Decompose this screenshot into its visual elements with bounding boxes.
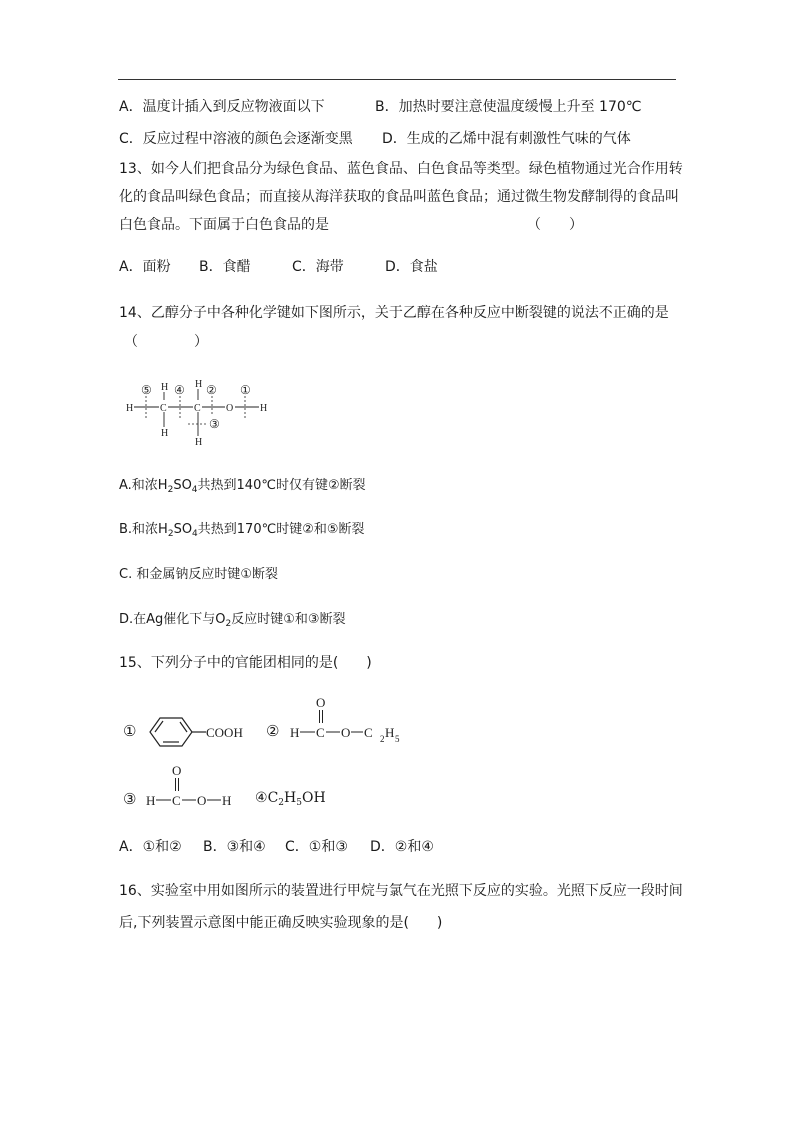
svg-text:H: H	[222, 793, 232, 808]
atom-c1: C	[160, 403, 167, 414]
q14-stem: 14、乙醇分子中各种化学键如下图所示，关于乙醇在各种反应中断裂键的说法不正确的是	[119, 305, 669, 321]
ethyl-formate-structure	[288, 694, 404, 750]
svg-text:O: O	[172, 763, 182, 778]
svg-text:C: C	[172, 793, 181, 808]
q13-stem-line3: 白色食品。下面属于白色食品的是	[119, 217, 329, 233]
q15-stem: 15、下列分子中的官能团相同的是( )	[119, 655, 372, 671]
bond-mark-5: ⑤	[141, 383, 152, 397]
atom-o: O	[226, 403, 234, 414]
q16-stem-line2: 后,下列装置示意图中能正确反映实验现象的是( )	[119, 915, 443, 931]
bond-mark-4: ④	[174, 383, 185, 397]
q14-option-a: A.和浓$H_2SO_4$共热到140℃时仅有键②断裂	[119, 478, 366, 495]
q14-option-d: D.在Ag催化下与$O_2$反应时键①和③断裂	[119, 612, 346, 629]
q14-option-b: B.和浓$H_2SO_4$共热到170℃时键②和⑤断裂	[119, 522, 365, 539]
svg-text:O: O	[341, 725, 351, 740]
carboxyl-group-label: COOH	[206, 725, 243, 740]
header-rule	[118, 79, 676, 80]
bond-mark-1: ①	[240, 383, 251, 397]
svg-text:C: C	[364, 725, 373, 740]
bond-mark-3: ③	[209, 417, 220, 431]
atom-h-right: H	[260, 403, 268, 414]
svg-text:C: C	[316, 725, 325, 740]
atom-h-c1-bottom: H	[161, 428, 169, 439]
q14-option-c: C. 和金属钠反应时键①断裂	[119, 567, 278, 582]
q15-option-a: A．①和②	[119, 839, 182, 855]
q12-option-b: B．加热时要注意使温度缓慢上升至 170℃	[375, 99, 642, 115]
svg-text:O: O	[316, 695, 326, 710]
q13-stem-line1: 13、如今人们把食品分为绿色食品、蓝色食品、白色食品等类型。绿色植物通过光合作用转	[119, 161, 683, 177]
q15-option-d: D．②和④	[370, 839, 434, 855]
q12-option-d: D．生成的乙烯中混有刺激性气味的气体	[382, 131, 631, 147]
atom-h-c1-top: H	[161, 382, 169, 393]
q15-mol3-number: ③	[123, 790, 137, 808]
q13-option-c: C．海带	[292, 259, 344, 275]
formic-acid-structure	[144, 762, 240, 818]
benzoic-acid-structure	[144, 714, 252, 750]
q13-option-d: D．食盐	[385, 259, 438, 275]
ethanol-bond-diagram	[118, 376, 278, 448]
q12-option-a: A．温度计插入到反应物液面以下	[119, 99, 325, 115]
q13-answer-bracket: （ ）	[527, 217, 583, 233]
q13-option-b: B．食醋	[199, 259, 251, 275]
q12-option-c: C．反应过程中溶液的颜色会逐渐变黑	[119, 131, 353, 147]
q13-option-a: A．面粉	[119, 259, 171, 275]
atom-h-left: H	[126, 403, 134, 414]
atom-c2: C	[194, 403, 201, 414]
svg-text:2: 2	[380, 734, 385, 744]
bond-mark-2: ②	[206, 383, 217, 397]
q15-mol4-ethanol: $④C_2H_5OH$	[255, 790, 326, 808]
q16-stem-line1: 16、实验室中用如图所示的装置进行甲烷与氯气在光照下反应的实验。光照下反应一段时间	[119, 883, 683, 899]
svg-text:5: 5	[395, 734, 400, 744]
q14-answer-bracket: （ ）	[124, 334, 208, 350]
svg-text:H: H	[290, 725, 300, 740]
q13-stem-line2: 化的食品叫绿色食品；而直接从海洋获取的食品叫蓝色食品；通过微生物发酵制得的食品叫	[119, 189, 679, 205]
svg-text:H: H	[146, 793, 156, 808]
q15-option-b: B．③和④	[203, 839, 266, 855]
svg-text:H: H	[385, 725, 395, 740]
atom-h-c2-bottom: H	[195, 437, 203, 448]
q15-mol1-number: ①	[123, 722, 137, 740]
atom-h-c2-top: H	[195, 379, 203, 390]
q15-mol2-number: ②	[266, 722, 280, 740]
q15-option-c: C．①和③	[285, 839, 348, 855]
svg-text:O: O	[197, 793, 207, 808]
